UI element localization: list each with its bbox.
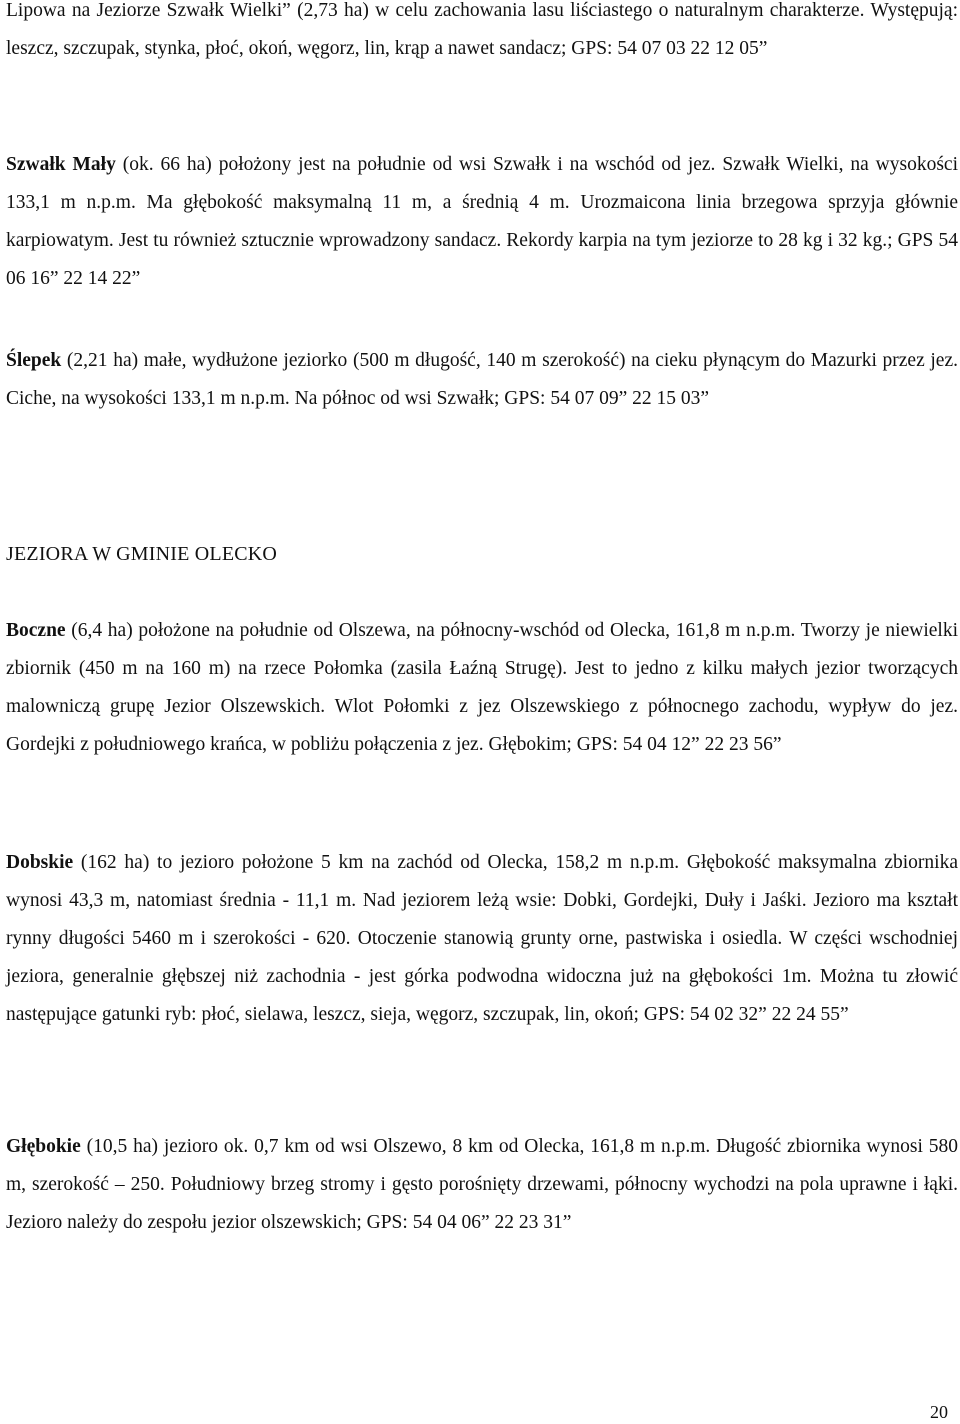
- lake-name-slepek: Ślepek: [6, 350, 62, 371]
- paragraph-boczne-text: (6,4 ha) położone na południe od Olszewa, na północny-wschód od Olecka, 161,8 m n.p.m. Tworzy je niewielki zbiornik (450 m na 160 m) na rzece Połomka (zasila Łaźną Strugę). Jest to jedno z kilku małych jezior tworzących malowniczą grupę Jezior Olszewskich. Wlot Połomki z jez Olszewskiego z północnego zachodu, wypływ do jez. Gordejki z południowego krańca, w pobliżu połączenia z jez. Głębokim; GPS: 54 04 12” 22 23 56”: [6, 620, 958, 755]
- lake-name-glebokie: Głębokie: [6, 1136, 81, 1157]
- page-number: 20: [930, 1402, 948, 1422]
- paragraph-dobskie-text: (162 ha) to jezioro położone 5 km na zachód od Olecka, 158,2 m n.p.m. Głębokość maksymalna zbiornika wynosi 43,3 m, natomiast średnia - 11,1 m. Nad jeziorem leżą wsie: Dobki, Gordejki, Duły i Jaśki. Jezioro ma kształt rynny długości 5460 m i szerokości - 620. Otoczenie stanowią grunty orne, pastwiska i osiedla. W części wschodniej jeziora, generalnie głębszej niż zachodnia - jest górka podwodna widoczna już na głębokości 1m. Można tu złowić następujące gatunki ryb: płoć, sielawa, leszcz, sieja, węgorz, szczupak, lin, okoń; GPS: 54 02 32” 22 24 55”: [6, 852, 958, 1025]
- paragraph-boczne: [6, 612, 958, 764]
- lake-name-szwalk-maly: Szwałk Mały: [6, 154, 116, 175]
- paragraph-dobskie: [6, 844, 958, 1034]
- lake-name-boczne: Boczne: [6, 620, 66, 641]
- paragraph-slepek-text: (2,21 ha) małe, wydłużone jeziorko (500 m długość, 140 m szerokość) na cieku płynącym do Mazurki przez jez. Ciche, na wysokości 133,1 m n.p.m. Na północ od wsi Szwałk; GPS: 54 07 09” 22 15 03”: [6, 350, 958, 409]
- paragraph-lipowa: [6, 0, 958, 68]
- paragraph-glebokie: [6, 1128, 958, 1242]
- paragraph-glebokie-text: (10,5 ha) jezioro ok. 0,7 km od wsi Olszewo, 8 km od Olecka, 161,8 m n.p.m. Długość zbiornika wynosi 580 m, szerokość – 250. Południowy brzeg stromy i gęsto porośnięty drzewami, północny wychodzi na pola uprawne i łąki. Jezioro należy do zespołu jezior olszewskich; GPS: 54 04 06” 22 23 31”: [6, 1136, 958, 1233]
- paragraph-szwalk-maly: [6, 146, 958, 298]
- section-heading: JEZIORA W GMINIE OLECKO: [6, 543, 278, 565]
- paragraph-lipowa-text: Lipowa na Jeziorze Szwałk Wielki” (2,73 ha) w celu zachowania lasu liściastego o naturalnym charakterze. Występują: leszcz, szczupak, stynka, płoć, okoń, węgorz, lin, krąp a nawet sandacz; GPS: 54 07 03 22 12 05”: [6, 0, 958, 59]
- paragraph-slepek: [6, 342, 958, 418]
- paragraph-szwalk-maly-text: (ok. 66 ha) położony jest na południe od wsi Szwałk i na wschód od jez. Szwałk Wielki, na wysokości 133,1 m n.p.m. Ma głębokość maksymalną 11 m, a średnią 4 m. Urozmaicona linia brzegowa sprzyja głównie karpiowatym. Jest tu również sztucznie wprowadzony sandacz. Rekordy karpia na tym jeziorze to 28 kg i 32 kg.; GPS 54 06 16” 22 14 22”: [6, 154, 958, 289]
- lake-name-dobskie: Dobskie: [6, 852, 74, 873]
